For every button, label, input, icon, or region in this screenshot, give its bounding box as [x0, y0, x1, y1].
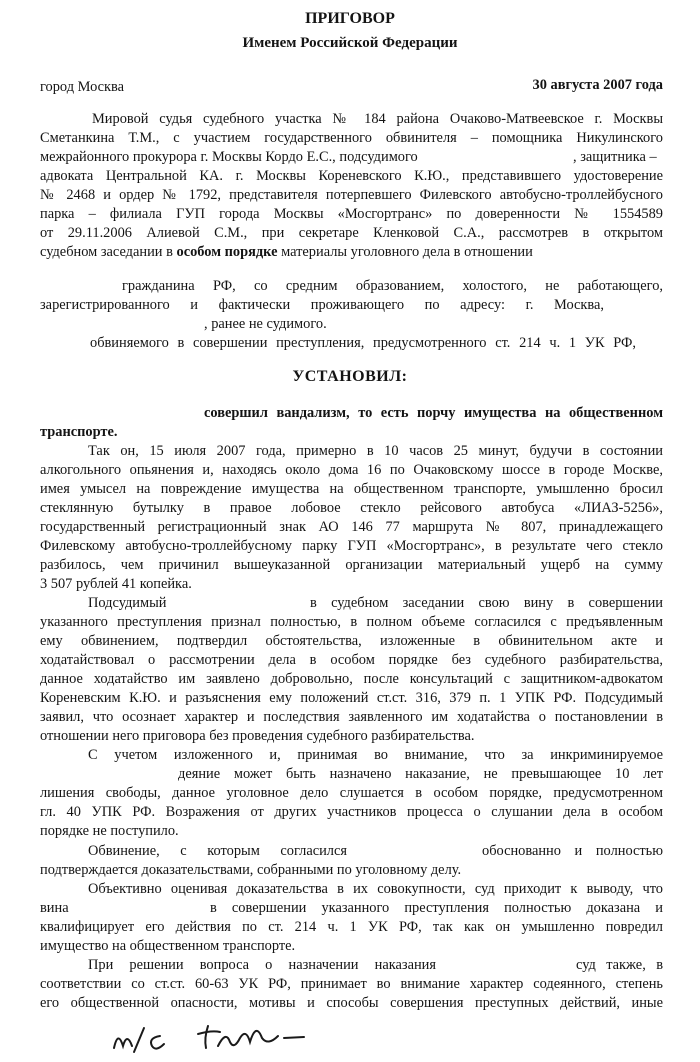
intro-line: № 2468 и ордер № 1792, представителя потерпевшего Филевского автобусно-троллейбусного — [40, 187, 663, 203]
finding-line: транспорте. — [40, 424, 118, 440]
body-line: 3 507 рублей 41 копейка. — [40, 576, 192, 592]
defendant-line: обвиняемого в совершении преступления, предусмотренного ст. 214 ч. 1 УК РФ, — [90, 335, 636, 351]
body-line: заявил, что осознает характер и последствия заявленного им ходатайства о постановлении в — [40, 709, 663, 725]
intro-line: , защитника – — [573, 149, 657, 165]
defendant-line: , ранее не судимого. — [204, 316, 327, 332]
body-line: указанного преступления признал полностью, в полном объеме согласился с предъявленным — [40, 614, 663, 630]
document-title: ПРИГОВОР — [305, 10, 395, 27]
body-line: разбилось, чем причинил вышеуказанной организации материальный ущерб на сумму — [40, 557, 663, 573]
body-line: квалифицирует его действия по ст. 214 ч. 1 УК РФ, так как он умышленно повредил — [40, 919, 663, 935]
intro-line: межрайонного прокурора г. Москвы Кордо Е.С., подсудимого — [40, 149, 418, 165]
body-line: имущество на общественном транспорте. — [40, 938, 296, 954]
body-line: деяние может быть назначено наказание, не превышающее 10 лет — [178, 766, 663, 782]
handwritten-signature — [108, 1008, 318, 1058]
body-line: обоснованно и полностью — [482, 843, 663, 859]
intro-line: Сметанкина Т.М., с участием государственного обвинителя – помощника Никулинского — [40, 130, 663, 146]
body-line: лишения свободы, данное уголовное дело слушается в особом порядке, предусмотренном — [40, 785, 663, 801]
body-line: подтверждается доказательствами, собранными по уголовному делу. — [40, 862, 462, 878]
document-subtitle: Именем Российской Федерации — [242, 35, 458, 51]
defendant-line: зарегистрированного и фактически проживающего по адресу: г. Москва, — [40, 297, 604, 313]
body-line: в судебном заседании свою вину в совершении — [310, 595, 663, 611]
city-label: город Москва — [40, 79, 124, 95]
intro-line: от 29.11.2006 Алиевой С.М., при секретаре Кленковой С.А., рассмотрев в открытом — [40, 225, 663, 241]
body-line: суд также, в — [576, 957, 663, 973]
body-line: алкогольного опьянения и, находясь около дома 16 по Очаковскому шоссе в городе Москве, — [40, 462, 663, 478]
body-line: Кореневским К.Ю. и разъяснения ему положений ст.ст. 316, 379 п. 1 УПК РФ. Подсудимый — [40, 690, 663, 706]
body-line: данное ходатайство им заявлено добровольно, после консультаций с защитником-адвокатом — [40, 671, 663, 687]
section-heading: УСТАНОВИЛ: — [292, 368, 408, 385]
intro-line: парка – филиала ГУП города Москвы «Мосгортранс» по доверенности № 1554589 — [40, 206, 663, 222]
body-line: вина — [40, 900, 69, 916]
body-line: При решении вопроса о назначении наказания — [88, 957, 436, 973]
special-procedure-emphasis: особом порядке — [176, 244, 278, 260]
verdict-date: 30 августа 2007 года — [532, 77, 663, 93]
body-line: Филевскому автобусно-троллейбусному парку ГУП «Мосгортранс», в результате чего стекло — [40, 538, 663, 554]
body-line: ходатайствовал о рассмотрении дела в особом порядке без судебного разбирательства, — [40, 652, 663, 668]
body-line: С учетом изложенного и, принимая во внимание, что за инкриминируемое — [88, 747, 663, 763]
body-line: его общественной опасности, мотивы и способы совершения преступных действий, иные — [40, 995, 663, 1011]
intro-line: судебном заседании в особом порядке материалы уголовного дела в отношении — [40, 244, 533, 260]
defendant-line: гражданина РФ, со средним образованием, холостого, не работающего, — [122, 278, 663, 294]
body-line: государственный регистрационный знак АО 146 77 маршрута № 807, принадлежащего — [40, 519, 663, 535]
body-line: соответствии со ст.ст. 60-63 УК РФ, принимает во внимание характер содеянного, степень — [40, 976, 663, 992]
body-line: в совершении указанного преступления полностью доказана и — [210, 900, 663, 916]
body-line: Обвинение, с которым согласился — [88, 843, 347, 859]
body-line: имея умысел на повреждение имущества на общественном транспорте, умышленно бросил — [40, 481, 663, 497]
body-line: гл. 40 УПК РФ. Возражения от других участников процесса о слушании дела в особом — [40, 804, 663, 820]
finding-line: совершил вандализм, то есть порчу имущества на общественном — [204, 405, 663, 421]
body-line: отношении него приговора без проведения судебного разбирательства. — [40, 728, 475, 744]
intro-line: адвоката Центральной КА. г. Москвы Кореневского К.Ю., представившего удостоверение — [40, 168, 663, 184]
body-line: Так он, 15 июля 2007 года, примерно в 10 часов 25 минут, будучи в состоянии — [88, 443, 663, 459]
body-line: порядке не поступило. — [40, 823, 179, 839]
body-line: стеклянную бутылку в правое лобовое стекло рейсового автобуса «ЛИАЗ-5256», — [40, 500, 663, 516]
intro-line: Мировой судья судебного участка № 184 района Очаково-Матвеевское г. Москвы — [92, 111, 663, 127]
body-line: ему обвинением, подтвердил обстоятельства, изложенные в обвинительном акте и — [40, 633, 663, 649]
body-line: Подсудимый — [88, 595, 167, 611]
body-line: Объективно оценивая доказательства в их совокупности, суд приходит к выводу, что — [88, 881, 663, 897]
